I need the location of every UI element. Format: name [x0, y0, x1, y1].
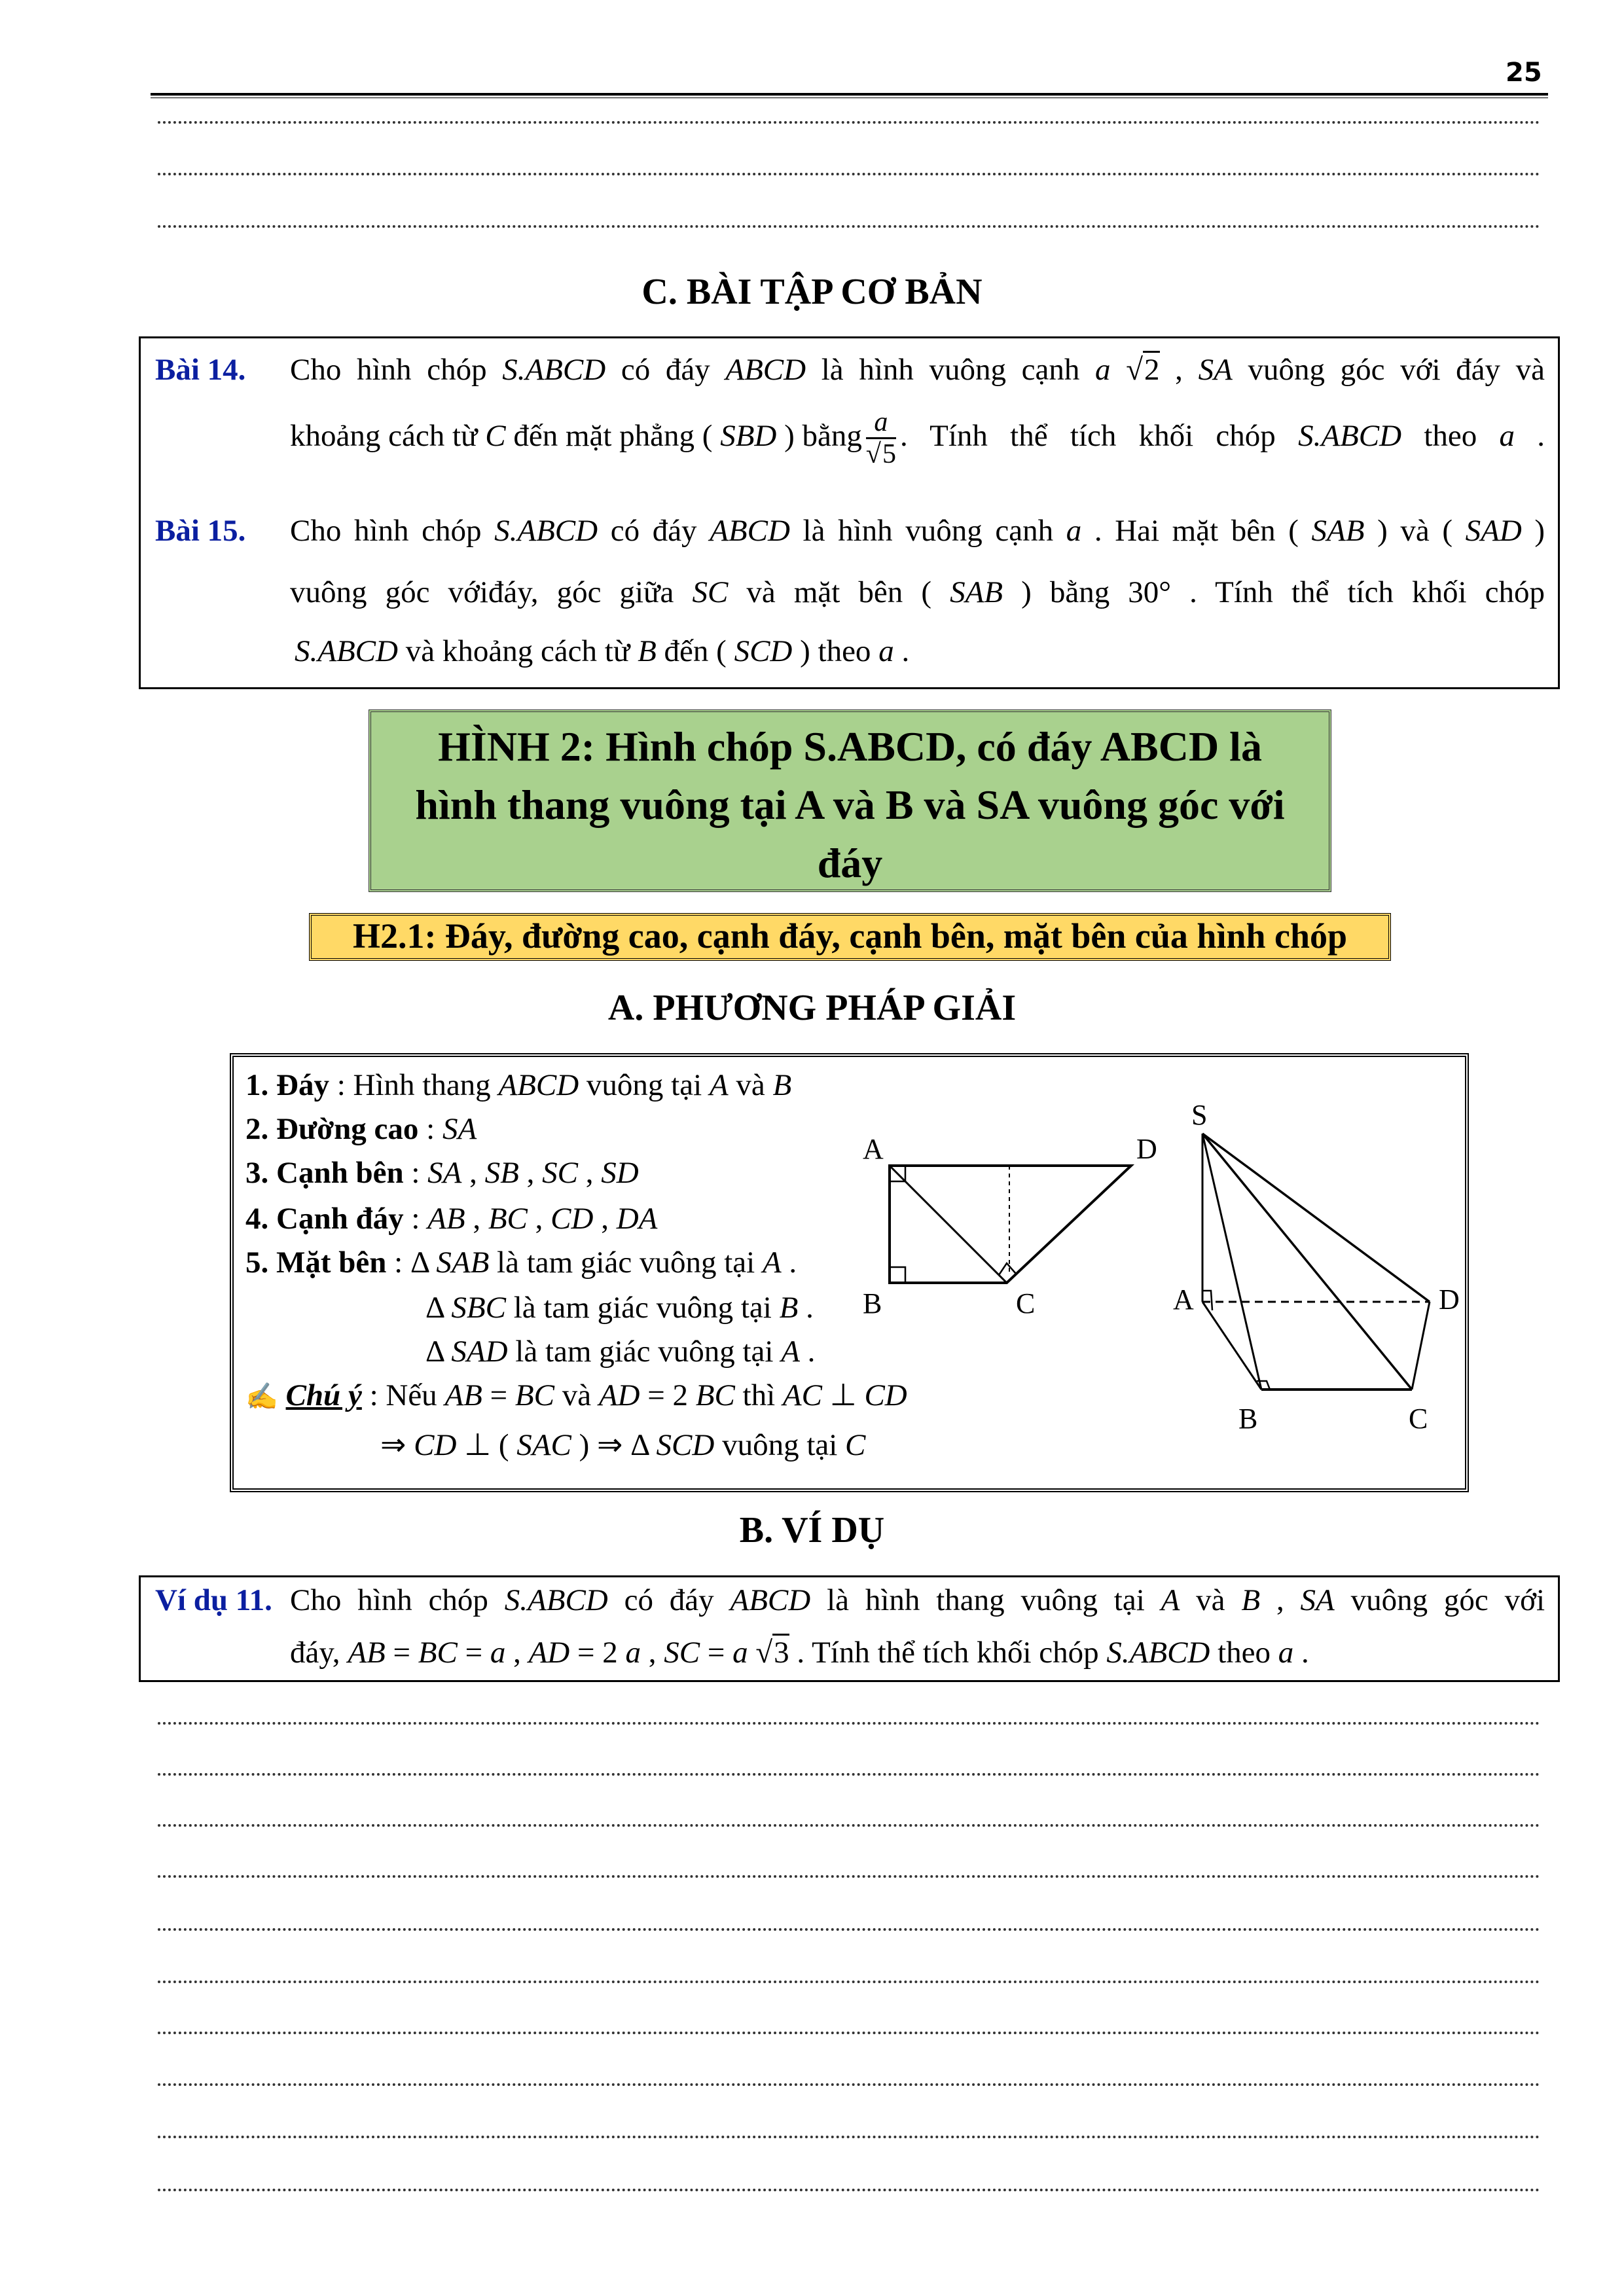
- math-symbol: S.ABCD: [504, 1583, 608, 1617]
- text-run: đến: [664, 634, 717, 668]
- text-run: có đáy: [624, 1583, 731, 1617]
- text-run: .: [789, 1246, 797, 1280]
- math-symbol: SAD: [1465, 514, 1522, 548]
- fraction: $\frac{a}{√5}$: [865, 406, 896, 469]
- answer-line: [158, 1981, 1540, 1983]
- math-symbol: SBD: [720, 419, 777, 453]
- math-symbol: A: [1161, 1583, 1180, 1617]
- text-run: ): [1377, 514, 1388, 548]
- math-symbol: AB: [444, 1378, 482, 1412]
- math-symbol: S.ABCD: [1298, 419, 1402, 453]
- sqrt-expression: √2: [1126, 351, 1159, 387]
- math-symbol: SC: [664, 1636, 700, 1670]
- text-run: Δ: [425, 1291, 444, 1325]
- text-run: : Δ: [394, 1246, 429, 1280]
- math-symbol: B: [638, 634, 657, 668]
- math-symbol: SAD: [451, 1335, 508, 1369]
- label-a: A: [863, 1133, 884, 1165]
- text-run: =: [465, 1636, 490, 1670]
- text-run: (: [921, 575, 932, 609]
- math-symbol: B: [1241, 1583, 1261, 1617]
- section-c-title: C. BÀI TẬP CƠ BẢN: [641, 272, 983, 312]
- text-run: ,: [601, 1202, 617, 1236]
- text-run: và mặt bên: [746, 575, 922, 609]
- math-symbol: S.ABCD: [295, 634, 398, 668]
- math-symbol: SCD: [734, 634, 793, 668]
- pyramid-figure: [1173, 1099, 1460, 1435]
- math-symbol: BC: [514, 1378, 554, 1412]
- label-b: B: [863, 1287, 882, 1319]
- math-symbol: B: [772, 1068, 792, 1102]
- math-symbol: AD: [528, 1636, 570, 1670]
- text-run: ⇒: [380, 1428, 414, 1462]
- math-symbol: ABCD: [725, 353, 806, 387]
- math-symbol: ABCD: [710, 514, 790, 548]
- text-run: và: [562, 1378, 599, 1412]
- text-run: bằng: [802, 419, 862, 453]
- answer-line: [158, 1824, 1540, 1827]
- text-run: đáy,: [290, 1636, 348, 1670]
- math-symbol: SA: [1198, 353, 1233, 387]
- math-symbol: CD: [864, 1378, 907, 1412]
- right-angle-b: [890, 1267, 905, 1283]
- math-symbol: A: [762, 1246, 782, 1280]
- text-run: vuông tại: [722, 1428, 846, 1462]
- text-run: = 2: [577, 1636, 618, 1670]
- hinh2-title-line: hình thang vuông tại A và B và SA vuông góc với: [415, 781, 1285, 828]
- text-run: . Tính thể tích khối chóp: [899, 419, 1299, 453]
- text-run: ⊥ (: [464, 1428, 509, 1462]
- text-run: có đáy: [621, 353, 726, 387]
- answer-line: [158, 1875, 1540, 1878]
- text-run: ,: [1175, 353, 1199, 387]
- text-run: : Nếu: [369, 1378, 445, 1412]
- math-symbol: BC: [418, 1636, 458, 1670]
- bold-term: 1. Đáy: [245, 1068, 329, 1102]
- math-symbol: ABCD: [730, 1583, 811, 1617]
- text-run: theo: [1424, 419, 1500, 453]
- example-11-label: Ví dụ 11.: [155, 1583, 272, 1617]
- text-run: vuông góc với đáy và: [1248, 353, 1545, 387]
- text-run: = 2: [647, 1378, 688, 1412]
- text-run: ,: [526, 1156, 543, 1190]
- bold-term: 4. Cạnh đáy: [245, 1202, 404, 1236]
- hinh2-title-line: đáy: [817, 840, 883, 886]
- math-symbol: SA: [442, 1112, 477, 1146]
- text-run: và: [1196, 1583, 1242, 1617]
- math-symbol: BC: [488, 1202, 528, 1236]
- text-run: . Tính thể tích khối chóp: [797, 1636, 1107, 1670]
- bold-term: 2. Đường cao: [245, 1112, 419, 1146]
- text-run: :: [411, 1202, 428, 1236]
- math-symbol: BC: [695, 1378, 735, 1412]
- label-s: S: [1191, 1099, 1208, 1131]
- text-run: ,: [513, 1636, 529, 1670]
- math-symbol: S.ABCD: [1106, 1636, 1210, 1670]
- sqrt-expression: √3: [755, 1634, 789, 1670]
- answer-line: [158, 2136, 1540, 2138]
- text-run: đến mặt phẳng: [513, 419, 702, 453]
- sqrt-radicand: 3: [772, 1634, 789, 1670]
- text-run: Cho hình chóp: [290, 514, 495, 548]
- math-symbol: C: [845, 1428, 866, 1462]
- text-run: theo: [1218, 1636, 1278, 1670]
- math-symbol: a: [1499, 419, 1515, 453]
- text-run: ,: [648, 1636, 664, 1670]
- sqrt-radicand: 2: [1143, 351, 1160, 387]
- text-run: có đáy: [610, 514, 710, 548]
- text-run: : Hình thang: [336, 1068, 499, 1102]
- math-symbol: A: [709, 1068, 729, 1102]
- text-run: là hình thang vuông tại: [827, 1583, 1161, 1617]
- answer-line: [158, 2083, 1540, 2086]
- text-run: ): [1021, 575, 1032, 609]
- label-d: D: [1136, 1133, 1157, 1165]
- text-run: .: [901, 634, 910, 668]
- text-run: bằng 30° . Tính thể tích khối chóp: [1049, 575, 1545, 609]
- math-symbol: C: [485, 419, 506, 453]
- text-run: và: [1400, 514, 1443, 548]
- math-symbol: SAB: [1311, 514, 1365, 548]
- math-symbol: ABCD: [498, 1068, 579, 1102]
- math-symbol: SAC: [516, 1428, 571, 1462]
- page-number: 25: [1506, 58, 1542, 88]
- text-run: là tam giác vuông tại: [513, 1291, 780, 1325]
- math-symbol: a: [1095, 353, 1111, 387]
- math-symbol: A: [781, 1335, 800, 1369]
- section-b-title: B. VÍ DỤ: [739, 1510, 885, 1551]
- text-run: theo: [818, 634, 879, 668]
- text-run: và: [736, 1068, 773, 1102]
- edge-ab: [1202, 1302, 1261, 1390]
- text-run: (: [716, 634, 727, 668]
- text-run: vuông góc vớiđáy, góc giữa: [290, 575, 693, 609]
- text-run: (: [1288, 514, 1299, 548]
- math-symbol: SC: [692, 575, 729, 609]
- math-symbol: SA: [427, 1156, 462, 1190]
- text-run: ): [784, 419, 795, 453]
- text-run: ,: [469, 1156, 485, 1190]
- answer-line: [158, 2032, 1540, 2034]
- hinh2-title-line: HÌNH 2: Hình chóp S.ABCD, có đáy ABCD là: [438, 723, 1262, 770]
- text-run: Cho hình chóp: [290, 353, 503, 387]
- h21-title-box: H2.1: Đáy, đường cao, cạnh đáy, cạnh bên, mặt bên của hình chóp: [309, 913, 1391, 961]
- math-symbol: SCD: [656, 1428, 715, 1462]
- math-symbol: a: [490, 1636, 506, 1670]
- math-symbol: B: [779, 1291, 799, 1325]
- text-run: và khoảng cách từ: [405, 634, 638, 668]
- math-symbol: SC: [542, 1156, 578, 1190]
- text-run: .: [1537, 419, 1545, 453]
- text-run: ,: [1276, 1583, 1301, 1617]
- text-run: ): [1534, 514, 1545, 548]
- math-symbol: DA: [616, 1202, 658, 1236]
- pencil-icon: ✍: [245, 1382, 278, 1411]
- exercise-14-label: Bài 14.: [155, 353, 246, 387]
- diagonal-ac: [890, 1166, 1007, 1283]
- label-a: A: [1173, 1283, 1194, 1316]
- text-run: =: [393, 1636, 418, 1670]
- text-run: ,: [535, 1202, 551, 1236]
- math-symbol: a: [1278, 1636, 1294, 1670]
- text-run: Cho hình chóp: [290, 1583, 505, 1617]
- right-angle-c: [999, 1263, 1016, 1275]
- math-symbol: S.ABCD: [502, 353, 606, 387]
- text-run: .: [1301, 1636, 1309, 1670]
- text-run: ,: [473, 1202, 488, 1236]
- math-symbol: SAB: [436, 1246, 490, 1280]
- text-run: ): [800, 634, 810, 668]
- text-run: khoảng cách từ: [290, 419, 486, 453]
- text-run: vuông tại: [586, 1068, 710, 1102]
- example-line: [290, 1633, 1309, 1672]
- math-symbol: SA: [1300, 1583, 1335, 1617]
- text-run: Δ: [425, 1335, 444, 1369]
- math-symbol: a: [732, 1636, 748, 1670]
- answer-line: [158, 1928, 1540, 1931]
- edge-cd: [1412, 1302, 1430, 1390]
- text-run: là tam giác vuông tại: [515, 1335, 782, 1369]
- example-line: [290, 1581, 1545, 1620]
- section-a-title: A. PHƯƠNG PHÁP GIẢI: [607, 988, 1017, 1028]
- math-symbol: CD: [550, 1202, 594, 1236]
- text-run: là hình vuông cạnh: [821, 353, 1096, 387]
- label-c: C: [1016, 1287, 1036, 1319]
- label-d: D: [1439, 1283, 1460, 1316]
- text-run: .: [807, 1335, 816, 1369]
- math-symbol: SBC: [451, 1291, 506, 1325]
- math-symbol: a: [878, 634, 894, 668]
- text-run: (: [1442, 514, 1453, 548]
- note-label: Chú ý: [285, 1378, 362, 1412]
- math-symbol: SB: [484, 1156, 519, 1190]
- edge-sd: [1202, 1134, 1430, 1302]
- math-symbol: AC: [782, 1378, 822, 1412]
- text-run: vuông góc với: [1350, 1583, 1545, 1617]
- label-b: B: [1238, 1403, 1258, 1435]
- label-c: C: [1409, 1403, 1428, 1435]
- answer-line: [158, 1722, 1540, 1725]
- text-run: ) ⇒ Δ: [579, 1428, 649, 1462]
- text-run: . Hai mặt bên: [1094, 514, 1289, 548]
- text-run: thì: [742, 1378, 783, 1412]
- text-run: là hình vuông cạnh: [803, 514, 1066, 548]
- text-run: ⊥: [829, 1378, 865, 1412]
- text-run: (: [702, 419, 713, 453]
- trapezoid-abcd: [890, 1166, 1131, 1283]
- bold-term: 5. Mặt bên: [245, 1246, 387, 1280]
- bold-term: 3. Cạnh bên: [245, 1156, 404, 1190]
- math-symbol: a: [625, 1636, 641, 1670]
- trapezoid-figure: [863, 1133, 1157, 1319]
- math-symbol: AB: [348, 1636, 386, 1670]
- math-symbol: SAB: [950, 575, 1003, 609]
- answer-line: [158, 1773, 1540, 1776]
- text-run: =: [490, 1378, 515, 1412]
- answer-line: [158, 2189, 1540, 2191]
- math-symbol: CD: [414, 1428, 457, 1462]
- math-symbol: SD: [601, 1156, 639, 1190]
- math-symbol: a: [1066, 514, 1082, 548]
- exercise-15-label: Bài 15.: [155, 514, 246, 548]
- math-symbol: AD: [598, 1378, 640, 1412]
- edge-sc: [1202, 1134, 1412, 1390]
- math-symbol: AB: [427, 1202, 465, 1236]
- text-run: là tam giác vuông tại: [497, 1246, 763, 1280]
- text-run: ,: [585, 1156, 602, 1190]
- text-run: =: [707, 1636, 733, 1670]
- text-run: .: [806, 1291, 814, 1325]
- text-run: :: [411, 1156, 428, 1190]
- math-symbol: S.ABCD: [494, 514, 598, 548]
- text-run: :: [426, 1112, 442, 1146]
